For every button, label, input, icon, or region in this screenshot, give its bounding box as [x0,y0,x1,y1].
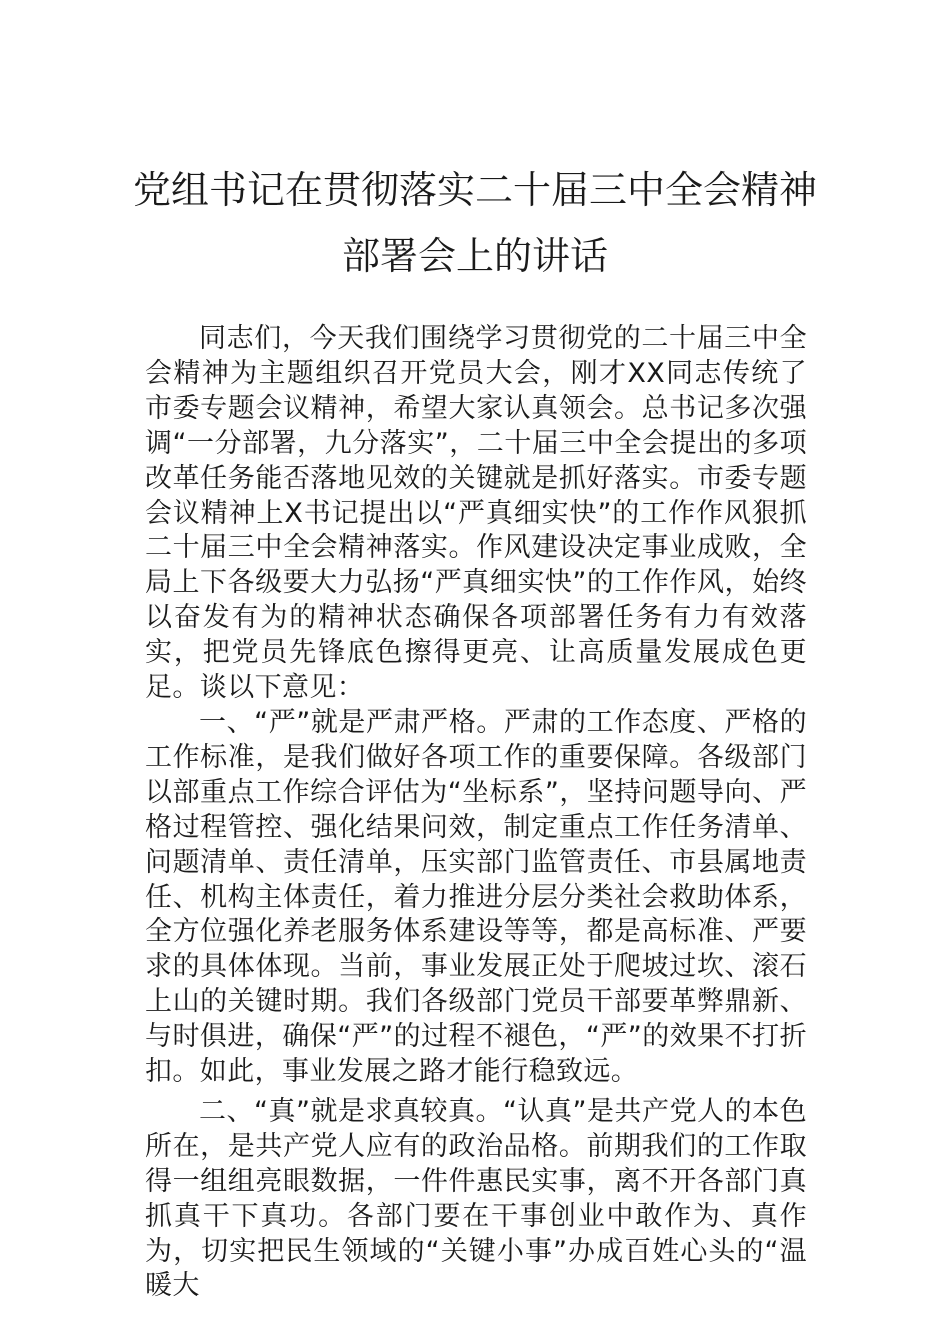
paragraph-section-1: 一、“严”就是严肃严格。严肃的工作态度、严格的工作标准，是我们做好各项工作的重要保障。各级部门以部重点工作综合评估为“坐标系”，坚持问题导向、严格过程管控、强化结果问效，制定重点工作任务清单、问题清单、责任清单，压实部门监管责任、市县属地责任、机构主体责任，着力推进分层分类社会救助体系，全方位强化养老服务体系建设等等，都是高标准、严要求的具体体现。当前，事业发展正处于爬坡过坎、滚石上山的关键时期。我们各级部门党员干部要革弊鼎新、与时俱进，确保“严”的过程不褪色，“严”的效果不打折扣。如此，事业发展之路才能行稳致远。 [145,706,807,1088]
paragraph-section-2: 二、“真”就是求真较真。“认真”是共产党人的本色所在，是共产党人应有的政治品格。前期我们的工作取得一组组亮眼数据，一件件惠民实事，离不开各部门真抓真干下真功。各部门要在干事创业中敢作为、真作为，切实把民生领域的“关键小事”办成百姓心头的“温暖大 [145,1095,807,1302]
document-body [145,322,807,1304]
document-title-line-2: 部署会上的讲话 [341,234,608,278]
paragraph-intro: 同志们，今天我们围绕学习贯彻党的二十届三中全会精神为主题组织召开党员大会，刚才XX同志传统了市委专题会议精神，希望大家认真领会。总书记多次强调“一分部署，九分落实”，二十届三中全会提出的多项改革任务能否落地见效的关键就是抓好落实。市委专题会议精神上X书记提出以“严真细实快”的工作作风狠抓二十届三中全会精神落实。作风建设决定事业成败，全局上下各级要大力弘扬“严真细实快”的工作作风，始终以奋发有为的精神状态确保各项部署任务有力有效落实，把党员先锋底色擦得更亮、让高质量发展成色更足。谈以下意见： [145,323,807,704]
document-title-line-1: 党组书记在贯彻落实二十届三中全会精神 [132,168,817,212]
